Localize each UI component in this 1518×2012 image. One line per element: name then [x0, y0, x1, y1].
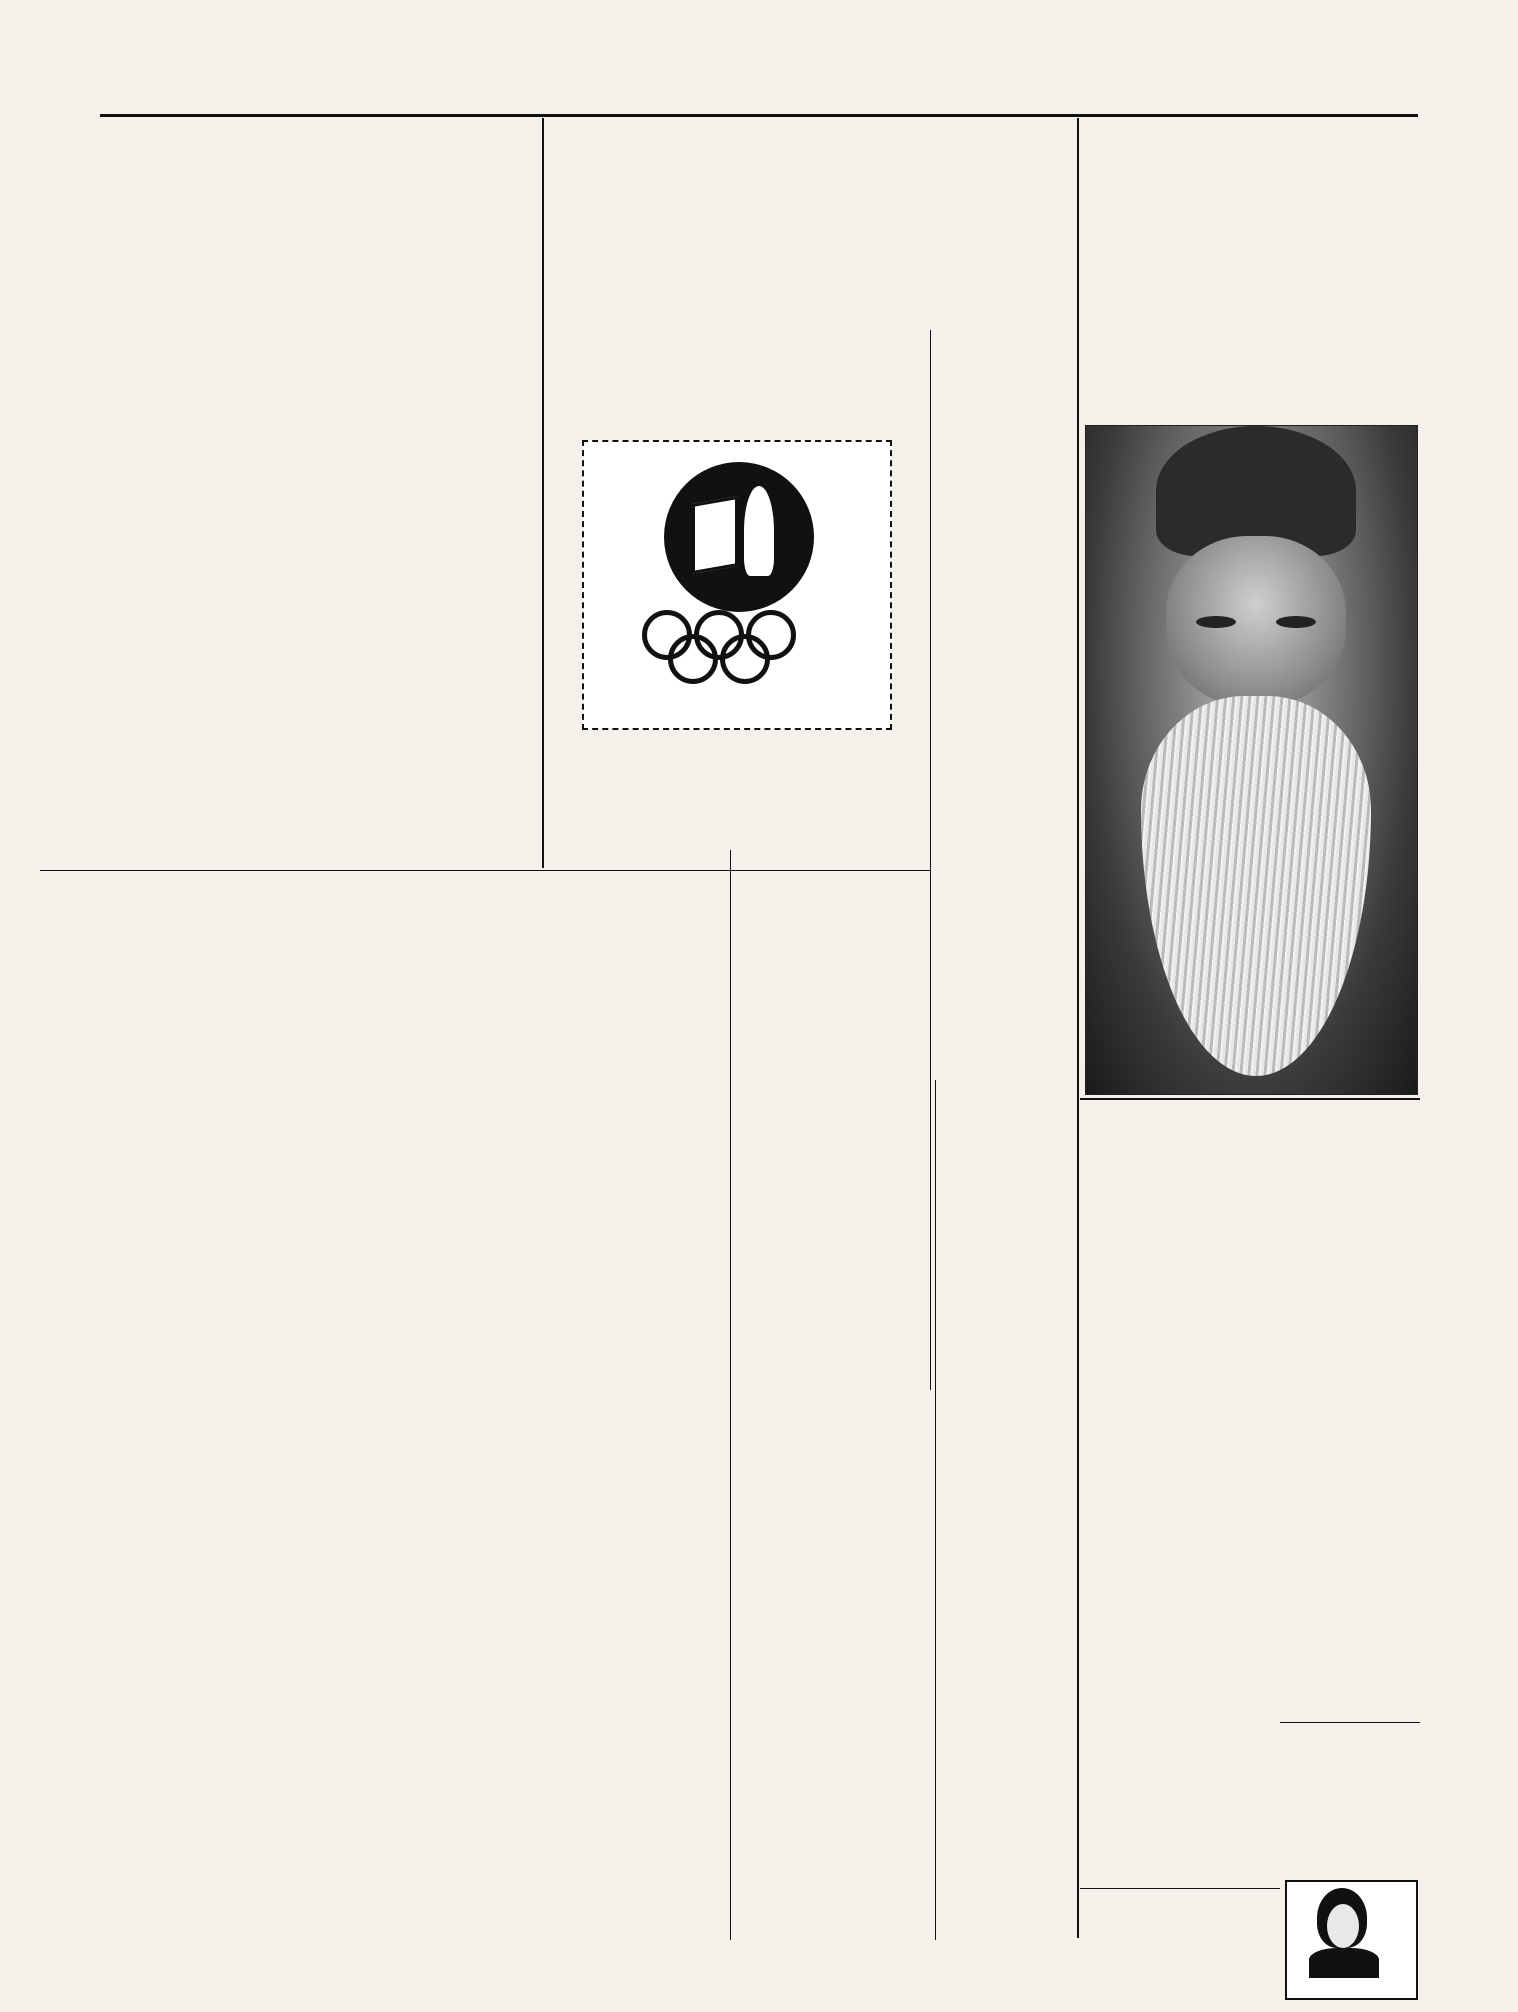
column-rule: [542, 118, 544, 868]
article-lead: [1220, 270, 1418, 420]
babaei-body-3: [936, 858, 1076, 1108]
photo-face: [1166, 536, 1346, 706]
section-rule: [40, 870, 930, 871]
babaei-body-2: [936, 628, 1076, 838]
section-rule: [1080, 1098, 1420, 1100]
olympic-ring-icon: [720, 634, 770, 684]
section-rule: [1080, 1888, 1280, 1889]
south-body: [1085, 1748, 1275, 1928]
torch-flame-icon: [744, 486, 774, 576]
olympic-ring-icon: [668, 634, 718, 684]
babaei-body-1: [936, 335, 1076, 625]
khorramshahr-body-2: [550, 358, 928, 394]
photo-eye: [1276, 616, 1316, 628]
exhibit-body: [738, 955, 928, 1330]
england-body-2: [1085, 1375, 1418, 1555]
photo-beard: [1141, 696, 1371, 1076]
exhibit-body-4: [738, 1716, 928, 1836]
exhibit-body-3: [738, 1538, 928, 1713]
masthead: [100, 72, 1418, 110]
ad-figure: [1327, 1904, 1359, 1948]
khorramshahr-body: [550, 150, 928, 355]
portrait-photo: [1085, 425, 1418, 1095]
book-icon: [692, 496, 738, 574]
column-rule: [730, 850, 731, 1940]
ad-figure: [1309, 1948, 1379, 1978]
cultural-sports-emblem: [582, 440, 892, 730]
article-lead-2: [1085, 270, 1215, 420]
exhibit-body-5: [738, 1840, 928, 1940]
england-body-3: [1085, 1558, 1418, 1718]
england-body: [1085, 1196, 1418, 1371]
school-body: [1085, 1912, 1275, 1997]
masthead-rule: [100, 114, 1418, 117]
univ-body: [550, 776, 928, 866]
emblem-circle: [664, 462, 814, 612]
photo-eye: [1196, 616, 1236, 628]
column-rule: [935, 1080, 936, 1940]
school-ad: [1285, 1880, 1418, 2000]
column-rule: [930, 330, 931, 1390]
section-rule: [1280, 1722, 1420, 1723]
exhibit-body-2: [738, 1335, 928, 1535]
